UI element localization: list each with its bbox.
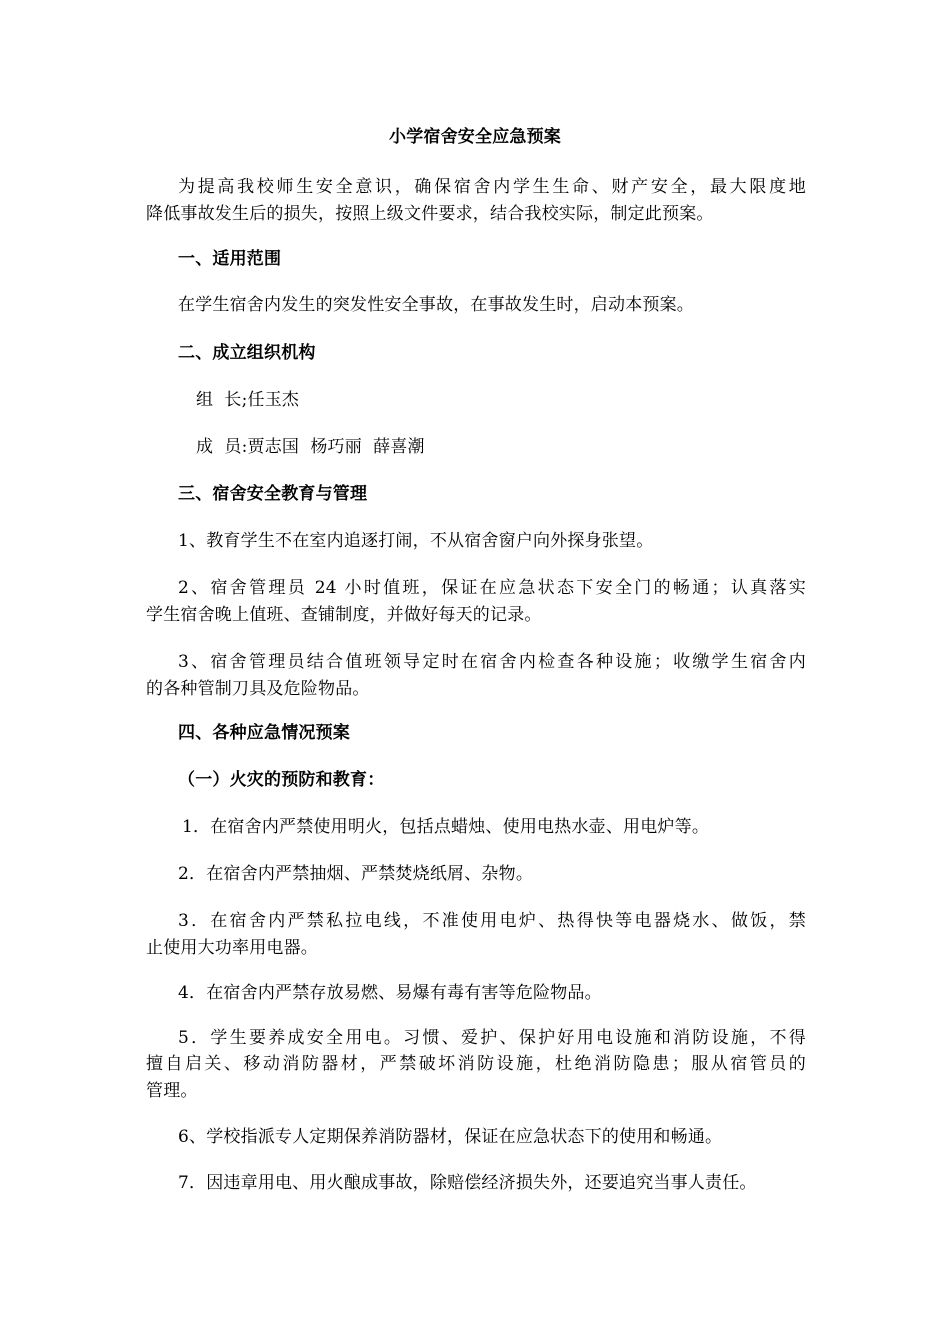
fire-rule-3-line-2: 止使用大功率用电器。 [146,938,318,958]
section-4-heading: 四、各种应急情况预案 [178,723,350,743]
section-3-item-2-line-1: 2、宿舍管理员 24 小时值班，保证在应急状态下安全门的畅通；认真落实 [178,578,806,598]
section-3-item-3-line-2: 的各种管制刀具及危险物品。 [146,679,370,699]
document-title: 小学宿舍安全应急预案 [389,127,561,147]
fire-rule-2: 2．在宿舍内严禁抽烟、严禁焚烧纸屑、杂物。 [178,864,534,884]
fire-rule-1: 1．在宿舍内严禁使用明火，包括点蜡烛、使用电热水壶、用电炉等。 [182,817,710,837]
section-3-item-2-line-2: 学生宿舍晚上值班、查铺制度，并做好每天的记录。 [146,605,542,625]
fire-rule-3-line-1: 3．在宿舍内严禁私拉电线，不准使用电炉、热得快等电器烧水、做饭，禁 [178,911,806,931]
intro-line-1: 为提高我校师生安全意识，确保宿舍内学生生命、财产安全，最大限度地 [178,177,806,197]
group-members: 成 员:贾志国 杨巧丽 薛喜潮 [196,437,425,457]
section-3-item-1: 1、教育学生不在室内追逐打闹，不从宿舍窗户向外探身张望。 [178,531,654,551]
section-3-heading: 三、宿舍安全教育与管理 [178,484,368,504]
section-3-item-3-line-1: 3、宿舍管理员结合值班领导定时在宿舍内检查各种设施；收缴学生宿舍内 [178,652,806,672]
section-1-heading: 一、适用范围 [178,249,282,269]
fire-rule-4: 4．在宿舍内严禁存放易燃、易爆有毒有害等危险物品。 [178,983,602,1003]
fire-rule-5-line-1: 5．学生要养成安全用电。习惯、爱护、保护好用电设施和消防设施，不得 [178,1028,806,1048]
fire-rule-5-line-3: 管理。 [146,1081,198,1101]
fire-rule-6: 6、学校指派专人定期保养消防器材，保证在应急状态下的使用和畅通。 [178,1127,723,1147]
fire-rule-7: 7．因违章用电、用火酿成事故，除赔偿经济损失外，还要追究当事人责任。 [178,1173,757,1193]
section-4-subheading: （一）火灾的预防和教育： [178,770,385,790]
section-1-text: 在学生宿舍内发生的突发性安全事故，在事故发生时，启动本预案。 [178,295,694,315]
fire-rule-5-line-2: 擅自启关、移动消防器材，严禁破坏消防设施，杜绝消防隐患；服从宿管员的 [146,1054,806,1074]
group-leader: 组 长;任玉杰 [196,390,300,410]
intro-line-2: 降低事故发生后的损失，按照上级文件要求，结合我校实际，制定此预案。 [146,204,714,224]
section-2-heading: 二、成立组织机构 [178,343,316,363]
